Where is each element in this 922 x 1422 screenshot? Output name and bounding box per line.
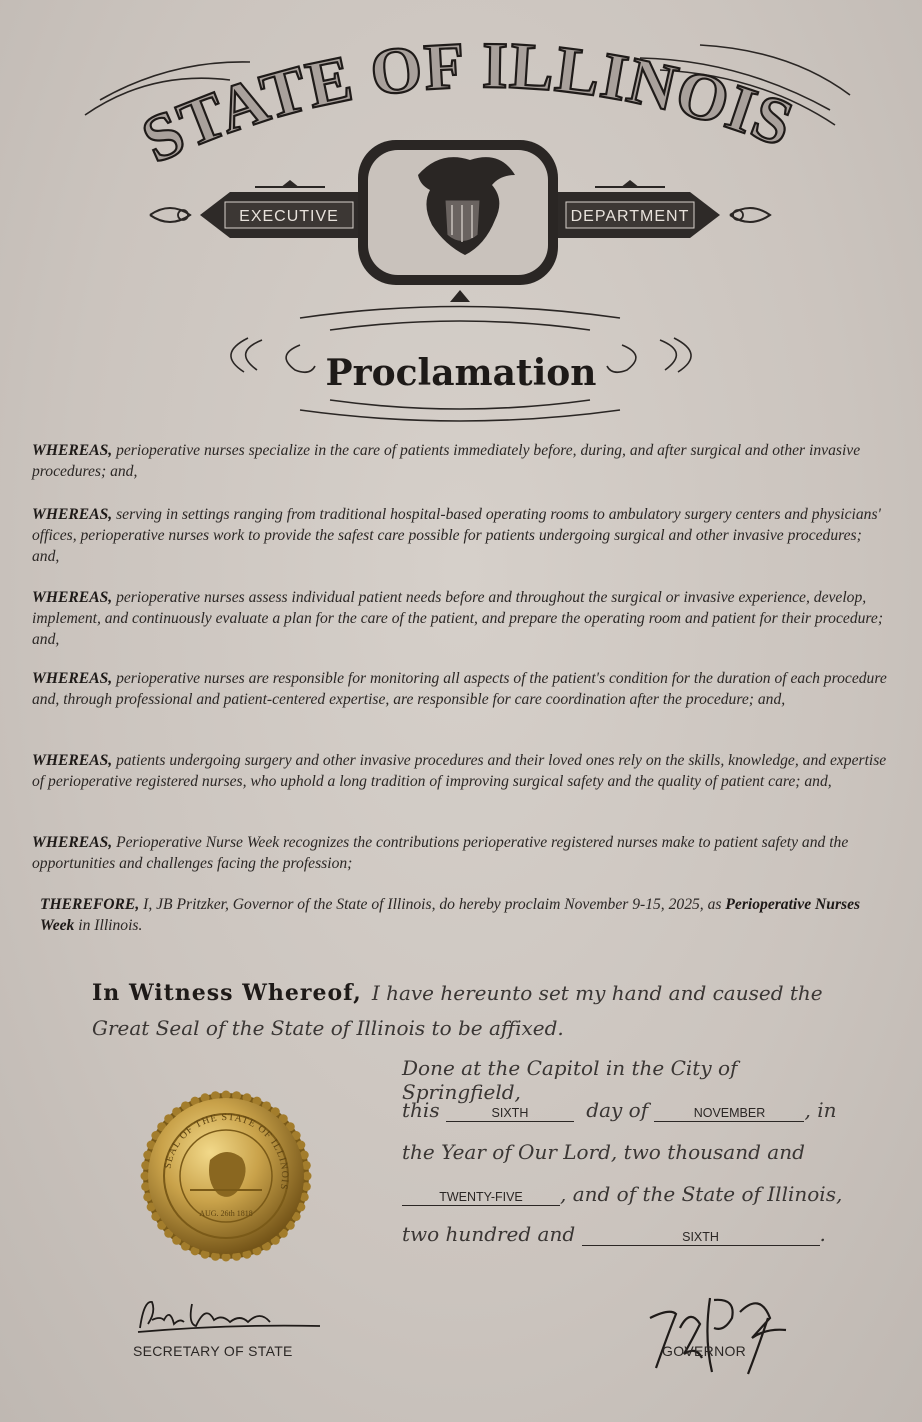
document-type-title: Proclamation [325, 352, 597, 394]
governor-label: GOVERNOR [662, 1343, 747, 1359]
svg-text:DEPARTMENT: DEPARTMENT [570, 208, 690, 225]
governor-signature [640, 1288, 800, 1378]
state-title: STATE OF ILLINOIS [131, 29, 804, 178]
witness-line-1: In Witness Whereof, I have hereunto set my hand and caused the [92, 980, 823, 1006]
witness-line-2: Great Seal of the State of Illinois to be affixed. [92, 1016, 564, 1040]
header-emblem [0, 0, 922, 430]
done-at-line: Done at the Capitol in the City of Springfield, [402, 1056, 738, 1104]
hundred-line: two hundred and SIXTH . [402, 1222, 826, 1246]
day-line: this SIXTH day of NOVEMBER , in [402, 1098, 837, 1122]
whereas-paragraph: WHEREAS, patients undergoing surgery and other invasive procedures and their loved ones rely on the skills, knowledge, and expertise of perioperative registered nurses, who uphold a long tradition of improving surgical safety and the quality of patient care; and, [32, 752, 887, 790]
whereas-paragraph: WHEREAS, perioperative nurses are responsible for monitoring all aspects of the patient's condition for the duration of each procedure and, through professional and patient-centered expertise, are responsible for care coordination after the procedure; and, [32, 670, 887, 708]
svg-text:EXECUTIVE: EXECUTIVE [239, 208, 339, 225]
year-line: the Year of Our Lord, two thousand and [402, 1140, 805, 1164]
observance-name: Perioperative Nurses Week [40, 896, 861, 934]
whereas-paragraph: WHEREAS, perioperative nurses specialize in the care of patients immediately before, during, and after surgical and other invasive procedures; and, [32, 442, 861, 480]
secretary-signature [130, 1290, 330, 1340]
hundred-field: SIXTH [582, 1230, 820, 1246]
witness-heading: In Witness Whereof, [92, 980, 362, 1006]
year-field: TWENTY-FIVE [402, 1190, 560, 1206]
department-banner [556, 192, 770, 238]
whereas-paragraph: WHEREAS, serving in settings ranging from traditional hospital-based operating rooms to ambulatory surgery centers and physicians' offices, perioperative nurses work to provide the safest care possible for patients undergoing surgical and other invasive procedures; and, [32, 506, 881, 565]
svg-text:SEAL OF THE STATE OF ILLINOIS: SEAL OF THE STATE OF ILLINOIS [162, 1111, 291, 1192]
great-seal [140, 1090, 312, 1262]
secretary-of-state-label: SECRETARY OF STATE [133, 1343, 293, 1359]
year-value-line: TWENTY-FIVE , and of the State of Illinois, [402, 1182, 862, 1206]
month-field: NOVEMBER [654, 1106, 804, 1122]
therefore-paragraph: THEREFORE, I, JB Pritzker, Governor of the State of Illinois, do hereby proclaim November 9-15, 2025, as Perioperative Nurses Week in Illinois. [40, 896, 861, 934]
whereas-paragraph: WHEREAS, Perioperative Nurse Week recognizes the contributions perioperative registered nurses make to patient safety and the opportunities and challenges facing the profession; [32, 834, 849, 872]
eagle-medallion [358, 140, 558, 285]
executive-banner [150, 192, 365, 238]
day-field: SIXTH [446, 1106, 574, 1122]
svg-text:AUG. 26th 1818: AUG. 26th 1818 [199, 1209, 253, 1218]
whereas-paragraph: WHEREAS, perioperative nurses assess individual patient needs before and throughout the surgical or invasive experience, develop, implement, and continuously evaluate a plan for the care of the patient, and prepare the operating room and patient for their procedure; and, [32, 589, 884, 648]
